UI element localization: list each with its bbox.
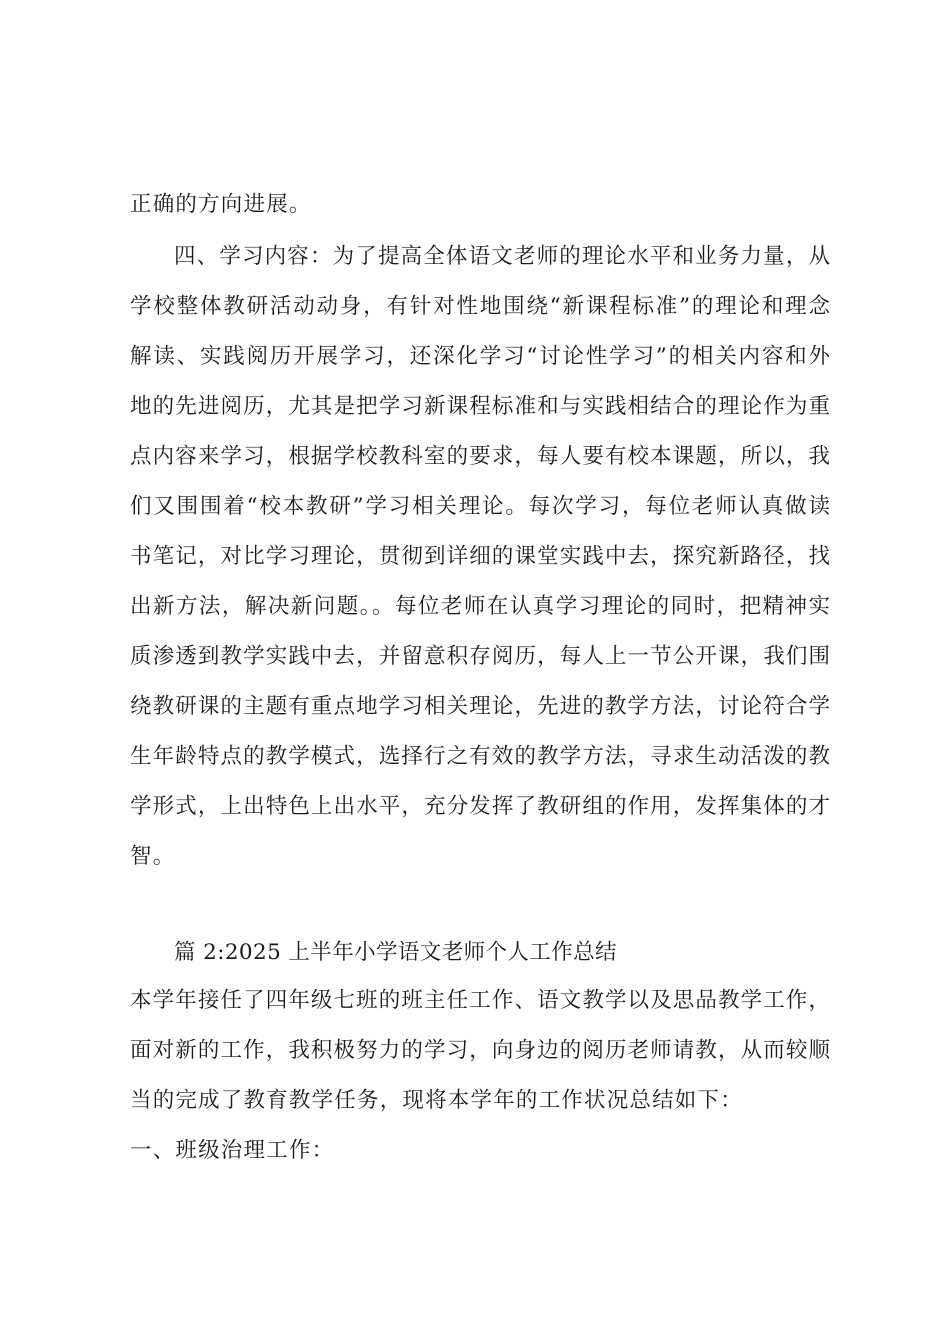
section4-line: 书笔记，对比学习理论，贯彻到详细的课堂实践中去，探究新路径，找	[130, 544, 830, 569]
section4-line: 学校整体教研活动动身，有针对性地围绕“新课程标准”的理论和理念	[130, 294, 830, 319]
continuation-text: 正确的方向进展。	[130, 192, 312, 217]
section4-line: 学形式，上出特色上出水平，充分发挥了教研组的作用，发挥集体的才	[130, 794, 830, 819]
section4-line: 生年龄特点的教学模式，选择行之有效的教学方法，寻求生动活泼的教	[130, 744, 830, 769]
section4-line: 解读、实践阅历开展学习，还深化学习“讨论性学习”的相关内容和外	[130, 344, 830, 369]
section4-line: 绕教研课的主题有重点地学习相关理论，先进的教学方法，讨论符合学	[130, 694, 830, 719]
section4-line: 质渗透到教学实践中去，并留意积存阅历，每人上一节公开课，我们围	[130, 644, 830, 669]
article2-line: 本学年接任了四年级七班的班主任工作、语文教学以及思品教学工作，	[130, 988, 830, 1013]
section4-line: 四、学习内容：为了提高全体语文老师的理论水平和业务力量，从	[174, 244, 830, 269]
section-heading: 一、班级治理工作：	[130, 1138, 335, 1163]
section4-line: 智。	[130, 844, 176, 869]
section4-line: 地的先进阅历，尤其是把学习新课程标准和与实践相结合的理论作为重	[130, 394, 830, 419]
section4-line: 点内容来学习，根据学校教科室的要求，每人要有校本课题，所以，我	[130, 444, 830, 469]
article2-title: 篇 2:2025 上半年小学语文老师个人工作总结	[174, 940, 617, 965]
article2-line: 当的完成了教育教学任务，现将本学年的工作状况总结如下：	[130, 1088, 743, 1113]
section4-line: 出新方法，解决新问题。。每位老师在认真学习理论的同时，把精神实	[130, 594, 830, 619]
section4-line: 们又围围着“校本教研”学习相关理论。每次学习，每位老师认真做读	[130, 494, 830, 519]
article2-line: 面对新的工作，我积极努力的学习，向身边的阅历老师请教，从而较顺	[130, 1038, 830, 1063]
